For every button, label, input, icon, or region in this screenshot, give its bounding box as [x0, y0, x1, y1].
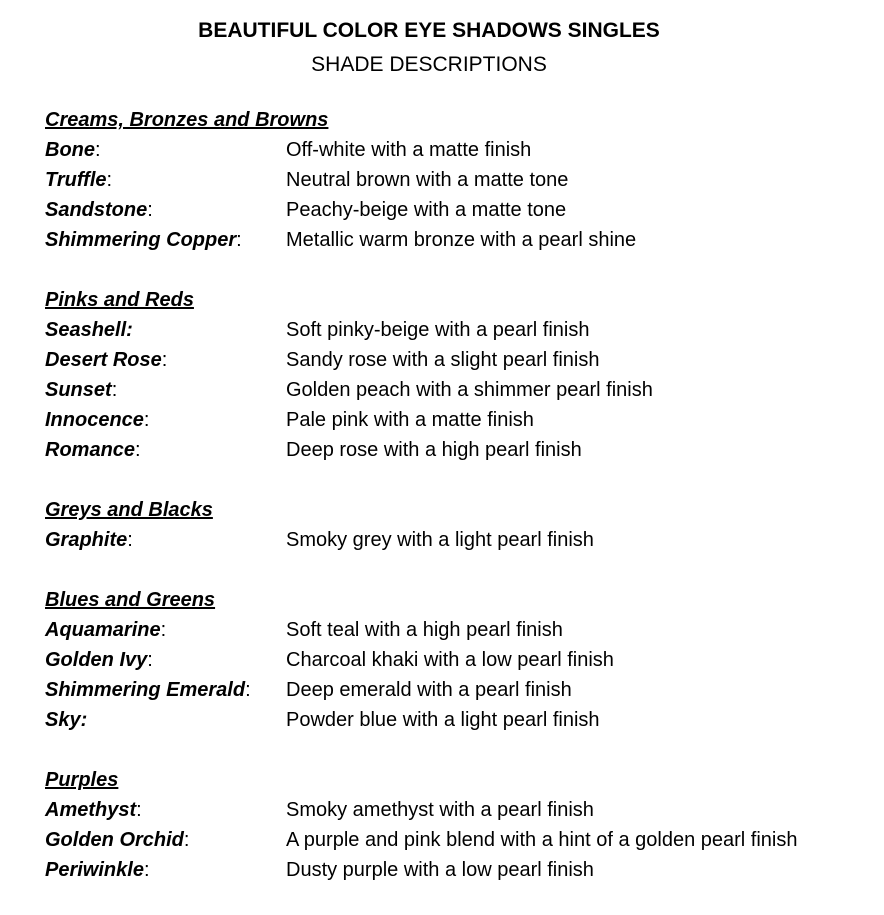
shade-name: Truffle [45, 169, 107, 191]
shade-name: Romance [45, 439, 136, 461]
shade-name-colon: : [245, 679, 251, 701]
shade-name-cell [45, 405, 286, 435]
shade-description: Deep emerald with a pearl finish [286, 679, 572, 701]
shade-row [45, 225, 875, 255]
shade-name-cell [45, 615, 286, 645]
shade-name-cell [45, 195, 286, 225]
shade-row [45, 675, 875, 705]
shade-name: Graphite [45, 529, 128, 551]
shade-section [45, 285, 875, 465]
shade-row [45, 615, 875, 645]
shade-row [45, 375, 875, 405]
shade-name: Seashell: [45, 319, 133, 341]
shade-name: Golden Ivy [45, 649, 148, 671]
shade-name-colon: : [147, 649, 153, 671]
shade-name-colon: : [95, 139, 101, 161]
shade-name-cell [45, 135, 286, 165]
shade-row [45, 165, 875, 195]
shade-description: Golden peach with a shimmer pearl finish [286, 379, 653, 401]
shade-name-cell [45, 825, 286, 855]
shade-row [45, 525, 875, 555]
shade-name-colon: : [127, 529, 133, 551]
section-heading: Purples [45, 769, 119, 791]
document-subtitle: SHADE DESCRIPTIONS [311, 53, 547, 76]
shade-row [45, 855, 875, 885]
shade-name-colon: : [111, 379, 118, 401]
shade-name-cell [45, 315, 286, 345]
shade-name-colon: : [135, 439, 141, 461]
shade-description: Smoky amethyst with a pearl finish [286, 799, 594, 821]
shade-row [45, 405, 875, 435]
shade-name-cell [45, 345, 286, 375]
shade-description: Soft pinky-beige with a pearl finish [286, 319, 590, 341]
shade-name-colon: : [143, 859, 150, 881]
shade-description: Neutral brown with a matte tone [286, 169, 569, 191]
shade-name: Amethyst [45, 799, 137, 821]
shade-row [45, 795, 875, 825]
shade-description: A purple and pink blend with a hint of a golden pearl finish [286, 829, 798, 851]
shade-name: Desert Rose [45, 349, 162, 371]
shade-name-colon: : [143, 409, 150, 431]
shade-name-cell [45, 795, 286, 825]
shade-name-cell [45, 435, 286, 465]
shade-name: Periwinkle [45, 859, 144, 881]
shade-name: Sunset [45, 379, 112, 401]
shade-description: Metallic warm bronze with a pearl shine [286, 229, 637, 251]
shade-name-colon: : [136, 799, 142, 821]
shade-description: Soft teal with a high pearl finish [286, 619, 563, 641]
shade-row [45, 195, 875, 225]
shade-description: Smoky grey with a light pearl finish [286, 529, 594, 551]
shade-description: Powder blue with a light pearl finish [286, 709, 600, 731]
shade-row [45, 345, 875, 375]
section-heading: Greys and Blacks [45, 499, 213, 521]
shade-name-cell [45, 675, 286, 705]
shade-description: Peachy-beige with a matte tone [286, 199, 567, 221]
shade-name-cell [45, 705, 286, 735]
shade-row [45, 645, 875, 675]
shade-name: Bone [45, 139, 95, 161]
shade-name-colon: : [160, 619, 167, 641]
shade-name: Sky: [45, 709, 88, 731]
shade-section [45, 495, 875, 555]
shade-name: Shimmering Copper [45, 229, 237, 251]
shade-name: Golden Orchid [45, 829, 184, 851]
shade-description: Off-white with a matte finish [286, 139, 532, 161]
shade-description: Deep rose with a high pearl finish [286, 439, 582, 461]
shade-name: Shimmering Emerald [45, 679, 246, 701]
shade-description: Sandy rose with a slight pearl finish [286, 349, 600, 371]
shade-name-cell [45, 855, 286, 885]
shade-row [45, 435, 875, 465]
shade-name-cell [45, 225, 286, 255]
shade-name-colon: : [161, 349, 168, 371]
section-heading: Creams, Bronzes and Browns [45, 109, 329, 131]
shade-name: Innocence [45, 409, 144, 431]
shade-name-colon: : [236, 229, 242, 251]
shade-row [45, 705, 875, 735]
shade-row [45, 825, 875, 855]
shade-name-cell [45, 165, 286, 195]
shade-name-cell [45, 375, 286, 405]
shade-description: Charcoal khaki with a low pearl finish [286, 649, 614, 671]
shade-name-cell [45, 525, 286, 555]
shade-name-colon: : [106, 169, 113, 191]
document-title: BEAUTIFUL COLOR EYE SHADOWS SINGLES [198, 19, 660, 42]
shade-section [45, 585, 875, 735]
section-heading: Blues and Greens [45, 589, 216, 611]
section-heading: Pinks and Reds [45, 289, 194, 311]
shade-section [45, 765, 875, 885]
shade-description: Dusty purple with a low pearl finish [286, 859, 594, 881]
shade-row [45, 135, 875, 165]
shade-section [45, 105, 875, 255]
shade-name-colon: : [147, 199, 153, 221]
shade-list [45, 105, 875, 915]
shade-name: Aquamarine [45, 619, 161, 641]
shade-name-cell [45, 645, 286, 675]
shade-description: Pale pink with a matte finish [286, 409, 534, 431]
shade-row [45, 315, 875, 345]
shade-name: Sandstone [45, 199, 148, 221]
shade-name-colon: : [183, 829, 190, 851]
